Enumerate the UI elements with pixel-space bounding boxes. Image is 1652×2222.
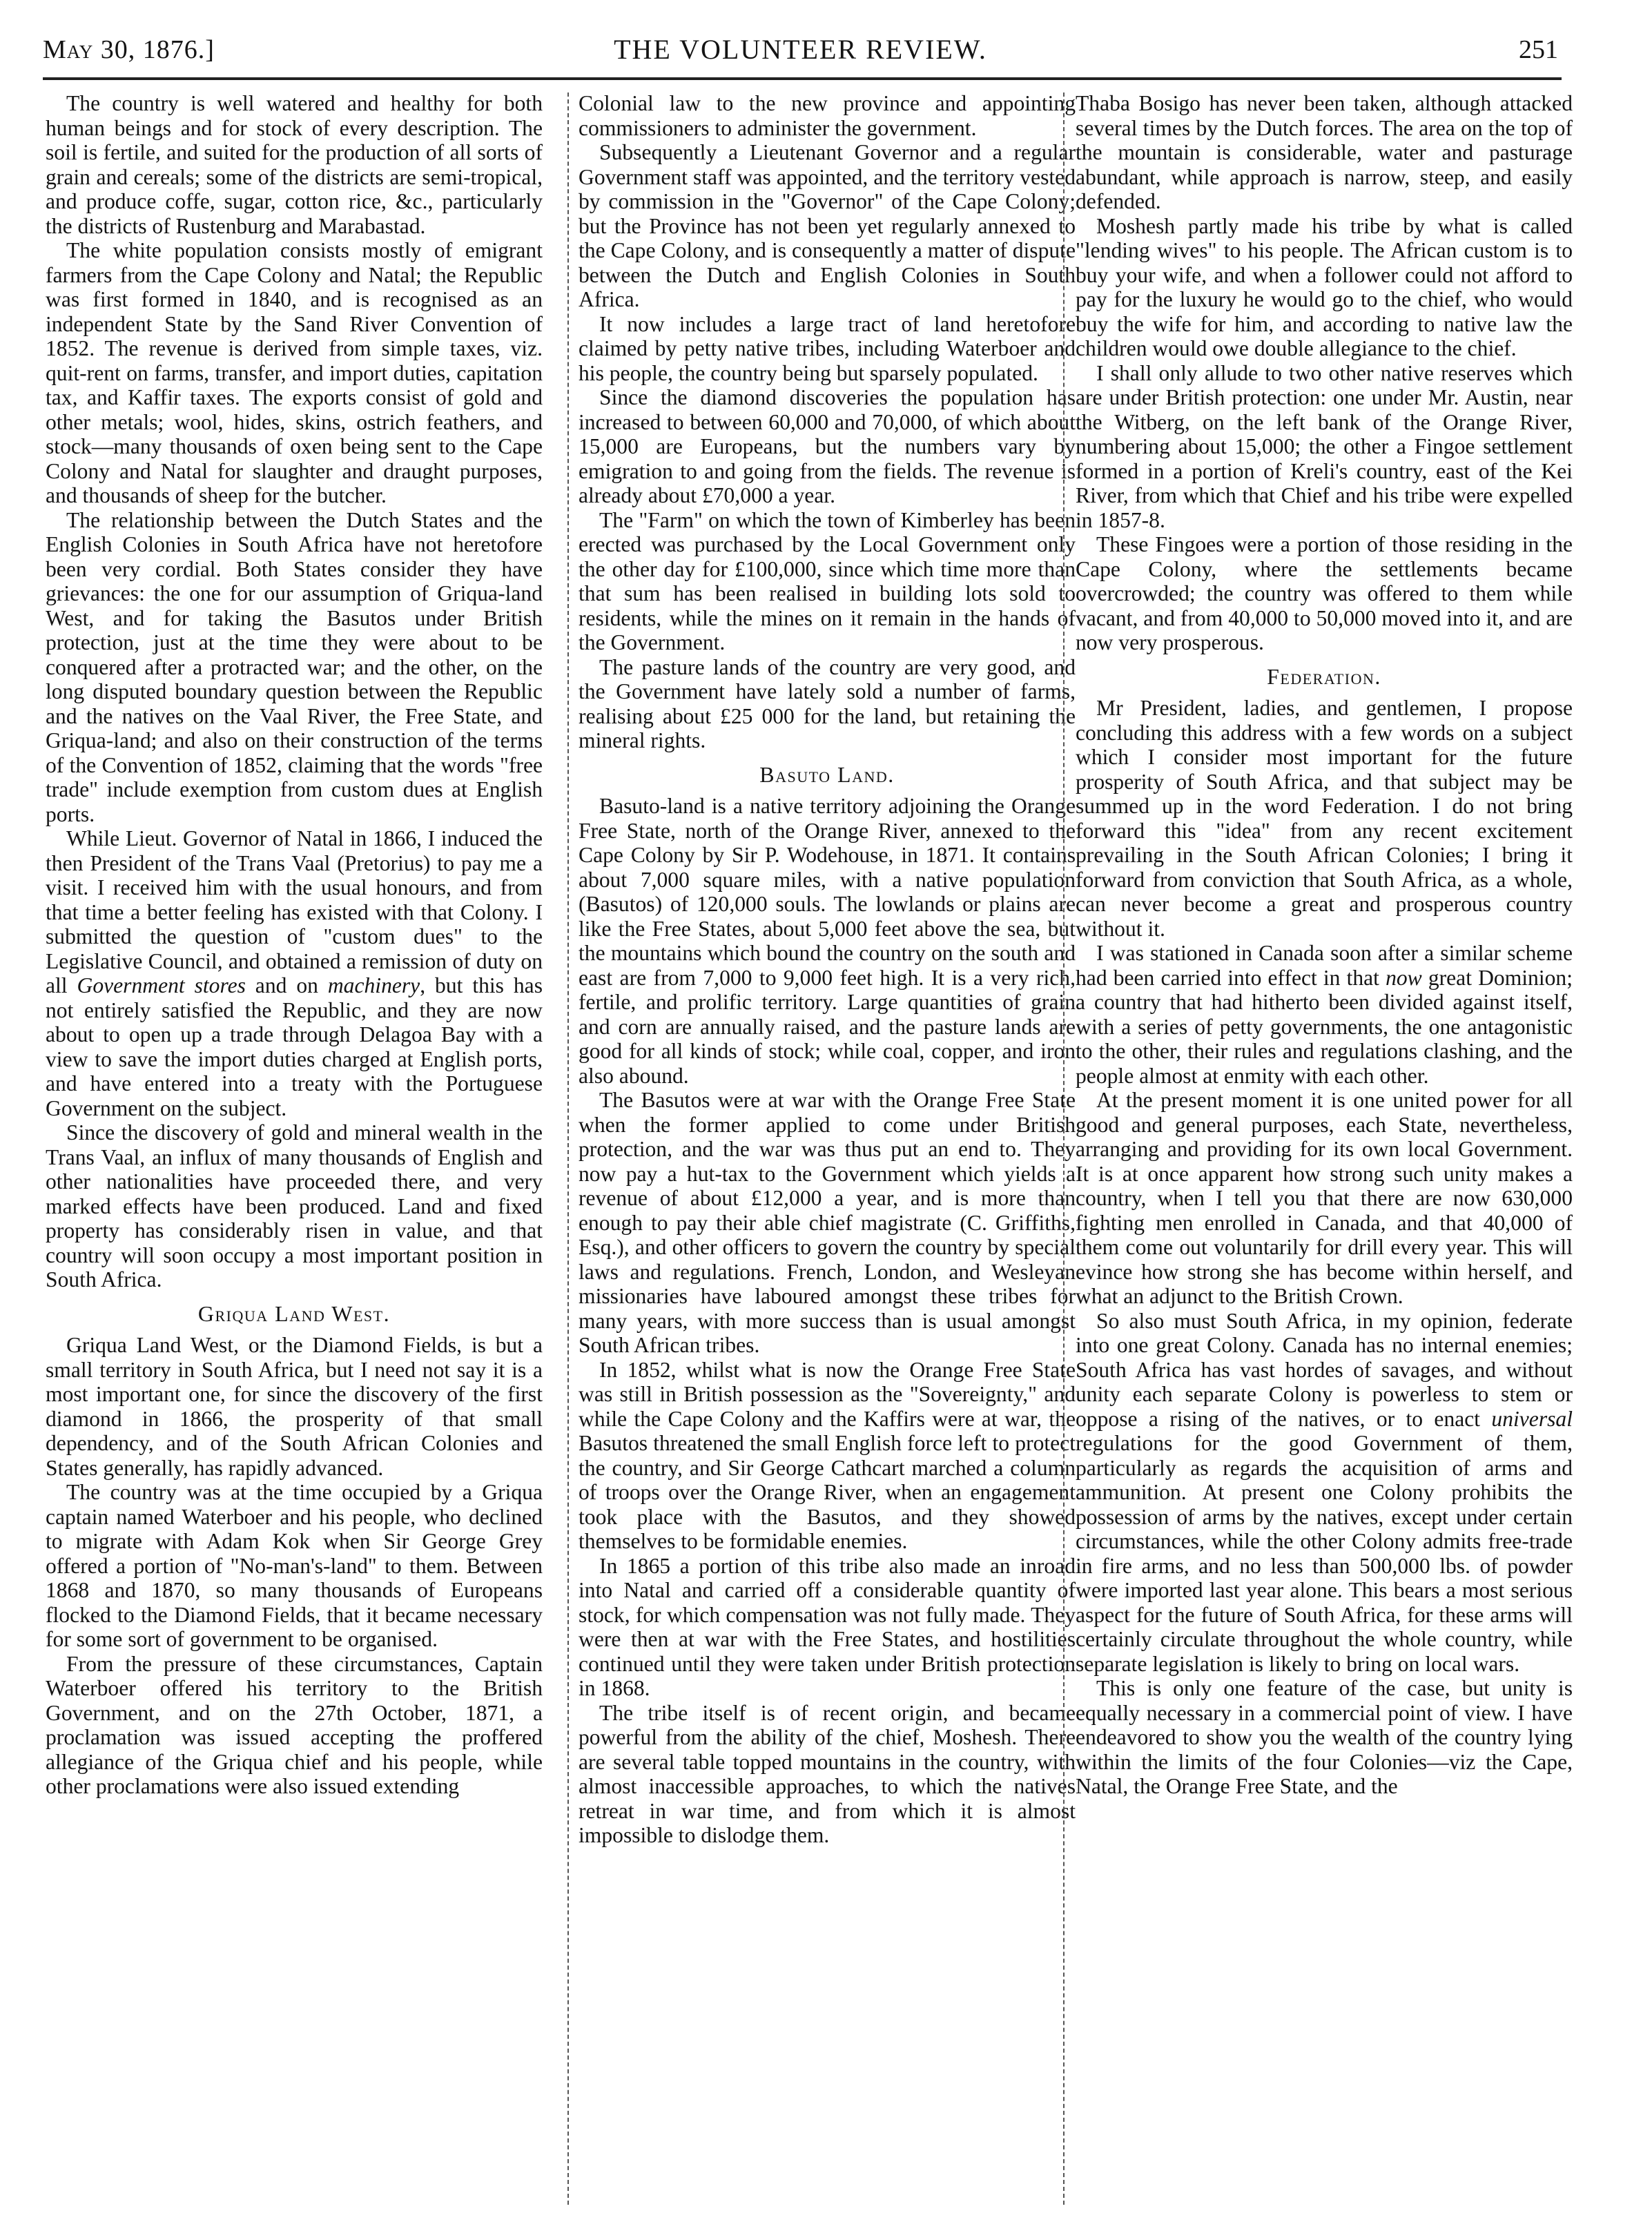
- column-2: [579, 91, 1076, 2203]
- text-run: I was stationed in Canada soon after a similar scheme had been carried into effect in that: [1076, 941, 1573, 990]
- page-number: 251: [1519, 35, 1558, 64]
- column-divider: [1063, 92, 1065, 2205]
- publication-title: THE VOLUNTEER REVIEW.: [614, 34, 987, 65]
- paragraph: [46, 826, 543, 1120]
- paragraph: This is only one feature of the case, but unity is equally necessary in a commercial point of view. I have endeavored to show you the wealth of the country lying within the limits of the four Colonies—viz the Cape, Natal, the Orange Free State, and the: [1076, 1676, 1573, 1798]
- paragraph: The "Farm" on which the town of Kimberley has been erected was purchased by the Local Government only the other day for £100,000, since which time more than that sum has been realised in building lots sold to residents, while the mines on it remain in the hands of the Government.: [579, 507, 1076, 654]
- paragraph: Subsequently a Lieutenant Governor and a regular Government staff was appointed, and the territory vested by commission in the "Governor" of the Cape Colony; but the Province has not been yet regularly annexed to the Cape Colony, and is consequently a matter of dispute between the Dutch and English Colonies in South Africa.: [579, 140, 1076, 311]
- text-run: and on: [245, 973, 328, 997]
- paragraph: [1076, 1309, 1573, 1677]
- column-divider: [567, 92, 569, 2205]
- page-header: [43, 28, 1558, 69]
- paragraph: It now includes a large tract of land heretofore claimed by petty native tribes, including Waterboer and his people, the country being but sparsely populated.: [579, 311, 1076, 385]
- column-3: [1076, 91, 1573, 2203]
- paragraph: Griqua Land West, or the Diamond Fields, is but a small territory in South Africa, but I need not say it is a most important one, for since the discovery of the first diamond in 1866, the prosperity of that small dependency, and of the South African Colonies and States generally, has rapidly advanced.: [46, 1333, 543, 1480]
- issue-date: May 30, 1876.]: [43, 35, 215, 64]
- italic-run: universal: [1491, 1406, 1573, 1431]
- paragraph: Mr President, ladies, and gentlemen, I propose concluding this address with a few words on a subject which I consider most important for the future prosperity of South Africa, and that subject may be summed up in the word Federation. I do not bring forward this "idea" from any recent excitement prevailing in the South African Colonies; I bring it forward from conviction that South Africa, as a whole, can never become a great and prosperous country without it.: [1076, 696, 1573, 941]
- section-heading: Federation.: [1267, 663, 1381, 689]
- paragraph: The tribe itself is of recent origin, and became powerful from the ability of the chief, Moshesh. There are several table topped mountains in the country, with almost inaccessible approaches, to which the natives retreat in war time, and from which it is almost impossible to dislodge them.: [579, 1700, 1076, 1847]
- text-run: , but this has not entirely satisfied the Republic, and they are now about to open up a trade through Delagoa Bay with a view to save the import duties charged at English ports, and have entered into a treaty with the Portuguese Government on the subject.: [46, 973, 543, 1120]
- paragraph: The Basutos were at war with the Orange Free State when the former applied to come under British protection, and the war was thus put an end to. They now pay a hut-tax to the Government which yields a revenue of about £12,000 a year, and is more than enough to pay their able chief magistrate (C. Griffiths, Esq.), and other officers to govern the country by special laws and regulations. French, London, and Wesleyan missionaries have laboured amongst these tribes for many years, with more success than is usual amongst South African tribes.: [579, 1088, 1076, 1357]
- paragraph: The country is well watered and healthy for both human beings and for stock of every description. The soil is fertile, and suited for the production of all sorts of grain and cereals; some of the districts are semi-tropical, and produce coffe, sugar, cotton rice, &c., particularly the districts of Rustenburg and Marabastad.: [46, 91, 543, 238]
- text-run: So also must South Africa, in my opinion, federate into one great Colony. Canada has no internal enemies; South Africa has vast hordes of savages, and without unity each separate Colony is powerless to stem or oppose a rising of the natives, or to enact: [1076, 1308, 1573, 1431]
- paragraph: These Fingoes were a portion of those residing in the Cape Colony, where the settlements became overcrowded; the country was offered to them while vacant, and from 40,000 to 50,000 moved into it, and are now very prosperous.: [1076, 532, 1573, 654]
- italic-run: machinery: [327, 973, 420, 997]
- italic-run: Government stores: [77, 973, 246, 997]
- paragraph: The country was at the time occupied by a Griqua captain named Waterboer and his people, who declined to migrate with Adam Kok when Sir George Grey offered a portion of "No-man's-land" to them. Between 1868 and 1870, so many thousands of Europeans flocked to the Diamond Fields, that it became necessary for some sort of government to be organised.: [46, 1480, 543, 1651]
- paragraph: The white population consists mostly of emigrant farmers from the Cape Colony and Natal; the Republic was first formed in 1840, and is recognised as an independent State by the Sand River Convention of 1852. The revenue is derived from simple taxes, viz. quit-rent on farms, transfer, and import duties, capitation tax, and Kaffir taxes. The exports consist of gold and other metals; wool, hides, skins, ostrich feathers, and stock—many thousands of oxen being sent to the Cape Colony and Natal for slaughter and draught purposes, and thousands of sheep for the butcher.: [46, 238, 543, 507]
- paragraph: From the pressure of these circumstances, Captain Waterboer offered his territory to the British Government, and on the 27th October, 1871, a proclamation was issued accepting the proffered allegiance of the Griqua chief and his people, while other proclamations were also issued extending: [46, 1651, 543, 1798]
- paragraph: Moshesh partly made his tribe by what is called "lending wives" to his people. The African custom is to buy your wife, and when a follower could not afford to pay for the luxury he would go to the chief, who would buy the wife for him, and according to native law the children would owe double allegiance to the chief.: [1076, 213, 1573, 360]
- text-run: regulations for the good Government of them, particularly as regards the acquisition of arms and ammunition. At present one Colony prohibits the possession of arms by the natives, except under certain circumstances, while the other Colony admits free-trade in fire arms, and no less than 500,000 lbs. of powder were imported last year alone. This bears a most serious aspect for the future of South Africa, for these arms will certainly circulate throughout the whole country, while separate legislation is likely to bring on local wars.: [1076, 1431, 1573, 1676]
- section-heading: Basuto Land.: [759, 761, 895, 787]
- section-heading: Griqua Land West.: [197, 1300, 391, 1326]
- paragraph: [1076, 941, 1573, 1088]
- paragraph: In 1865 a portion of this tribe also made an inroad into Natal and carried off a considerable quantity of stock, for which compensation was not fully made. They were then at war with the Free States, and hostilities continued until they were taken under British protection in 1868.: [579, 1553, 1076, 1700]
- text-run: great Dominion; a country that had hitherto been divided against itself, with a series of petty governments, the one antagonistic to the other, their rules and regulations clashing, and the people almost at enmity with each other.: [1076, 965, 1573, 1088]
- paragraph: Since the diamond discoveries the population has increased to between 60,000 and 70,000, of which about 15,000 are Europeans, but the numbers vary by emigration to and going from the fields. The revenue is already about £70,000 a year.: [579, 385, 1076, 507]
- italic-run: now: [1386, 965, 1422, 990]
- paragraph: At the present moment it is one united power for all good and general purposes, each State, nevertheless, arranging and providing for its own local Government. It is at once apparent how strong such unity makes a country, when I tell you that there are now 630,000 fighting men enrolled in Canada, and that 40,000 of them come out voluntarily for drill every year. This will evince how strong she has become within herself, and what an adjunct to the British Crown.: [1076, 1088, 1573, 1308]
- paragraph: In 1852, whilst what is now the Orange Free State was still in British possession as the "Sovereignty," and while the Cape Colony and the Kaffirs were at war, the Basutos threatened the small English force left to protect the country, and Sir George Cathcart marched a column of troops over the Orange River, when an engagement took place with the Basutos, and they showed themselves to be formidable enemies.: [579, 1357, 1076, 1553]
- column-1: [46, 91, 543, 2203]
- header-rule: [43, 77, 1562, 80]
- paragraph-continued: Colonial law to the new province and appointing commissioners to administer the government.: [579, 91, 1076, 140]
- paragraph: The pasture lands of the country are very good, and the Government have lately sold a number of farms, realising about £25 000 for the land, but retaining the mineral rights.: [579, 654, 1076, 752]
- text-run: While Lieut. Governor of Natal in 1866, I induced the then President of the Trans Vaal (Pretorius) to pay me a visit. I received him with the usual honours, and from that time a better feeling has existed with that Colony. I submitted the question of "custom dues" to the Legislative Council, and obtained a remission of duty on all: [46, 826, 543, 997]
- paragraph: Basuto-land is a native territory adjoining the Orange Free State, north of the Orange River, annexed to the Cape Colony by Sir P. Wodehouse, in 1871. It contains about 7,000 square miles, with a native population (Basutos) of 120,000 souls. The lowlands or plains are like the Free States, about 5,000 feet above the sea, but the mountains which bound the country on the south and east are from 7,000 to 9,000 feet high. It is a very rich, fertile, and prolific territory. Large quantities of grain and corn are annually raised, and the pasture lands are good for all kinds of stock; while coal, copper, and iron also abound.: [579, 794, 1076, 1088]
- paragraph: I shall only allude to two other native reserves which are under British protection: one under Mr. Austin, near the Witberg, on the left bank of the Orange River, numbering about 15,000; the other a Fingoe settlement formed in a portion of Kreli's country, east of the Kei River, from which that Chief and his tribe were expelled in 1857-8.: [1076, 360, 1573, 532]
- paragraph: The relationship between the Dutch States and the English Colonies in South Africa have not heretofore been very cordial. Both States consider they have grievances: the one for our assumption of Griqua-land West, and for taking the Basutos under British protection, just at the time they were about to be conquered after a protracted war; and the other, on the long disputed boundary question between the Republic and the natives on the Vaal River, the Free State, and Griqua-land; and also on their construction of the terms of the Convention of 1852, claiming that the words "free trade" include exemption from custom dues at English ports.: [46, 507, 543, 826]
- paragraph-continued: Thaba Bosigo has never been taken, although attacked several times by the Dutch forces. The area on the top of the mountain is considerable, water and pasturage abundant, while approach is narrow, steep, and easily defended.: [1076, 91, 1573, 213]
- paragraph: Since the discovery of gold and mineral wealth in the Trans Vaal, an influx of many thousands of English and other nationalities have proceeded there, and very marked effects have been produced. Land and fixed property has considerably risen in value, and that country will soon occupy a most important position in South Africa.: [46, 1120, 543, 1292]
